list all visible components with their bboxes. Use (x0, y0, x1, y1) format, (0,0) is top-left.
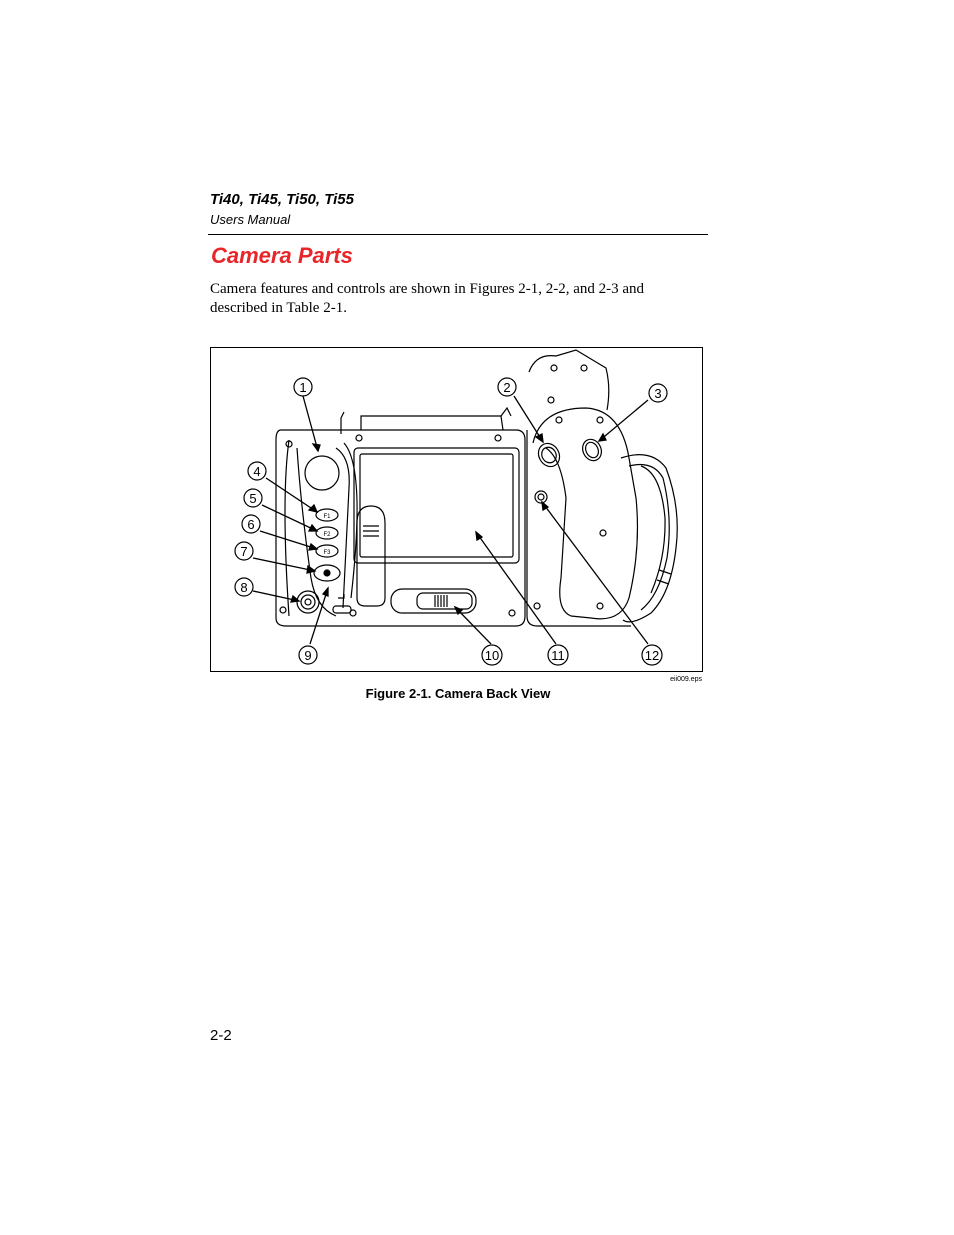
figure-frame (210, 347, 703, 683)
figure-caption: Figure 2-1. Camera Back View (365, 686, 551, 701)
callout-5: 5 (249, 491, 257, 506)
f1-button-label: F1 (323, 514, 331, 520)
f2-button-label: F2 (323, 532, 331, 538)
f3-button-label: F3 (323, 550, 331, 556)
callout-9: 9 (304, 648, 312, 663)
callout-7: 7 (240, 544, 248, 559)
callout-1: 1 (299, 380, 307, 395)
callout-4: 4 (253, 464, 261, 479)
figure-file-label: eii009.eps (670, 676, 702, 683)
callout-12: 12 (644, 648, 660, 663)
callout-11: 11 (551, 648, 565, 663)
callout-6: 6 (247, 517, 255, 532)
manual-subtitle: Users Manual (210, 212, 291, 227)
section-body-text: Camera features and controls are shown in Figures 2-1, 2-2, and 2-3 and described in Table 2-1. (210, 281, 645, 316)
callout-2: 2 (503, 380, 511, 395)
manual-model-title: Ti40, Ti45, Ti50, Ti55 (210, 191, 354, 208)
page-number: 2-2 (210, 1027, 232, 1044)
camera-back-view-illustration (211, 348, 702, 671)
callout-8: 8 (240, 580, 248, 595)
header-divider (208, 234, 708, 235)
callout-3: 3 (654, 386, 662, 401)
section-title: Camera Parts (211, 243, 353, 268)
callout-10: 10 (484, 648, 500, 663)
